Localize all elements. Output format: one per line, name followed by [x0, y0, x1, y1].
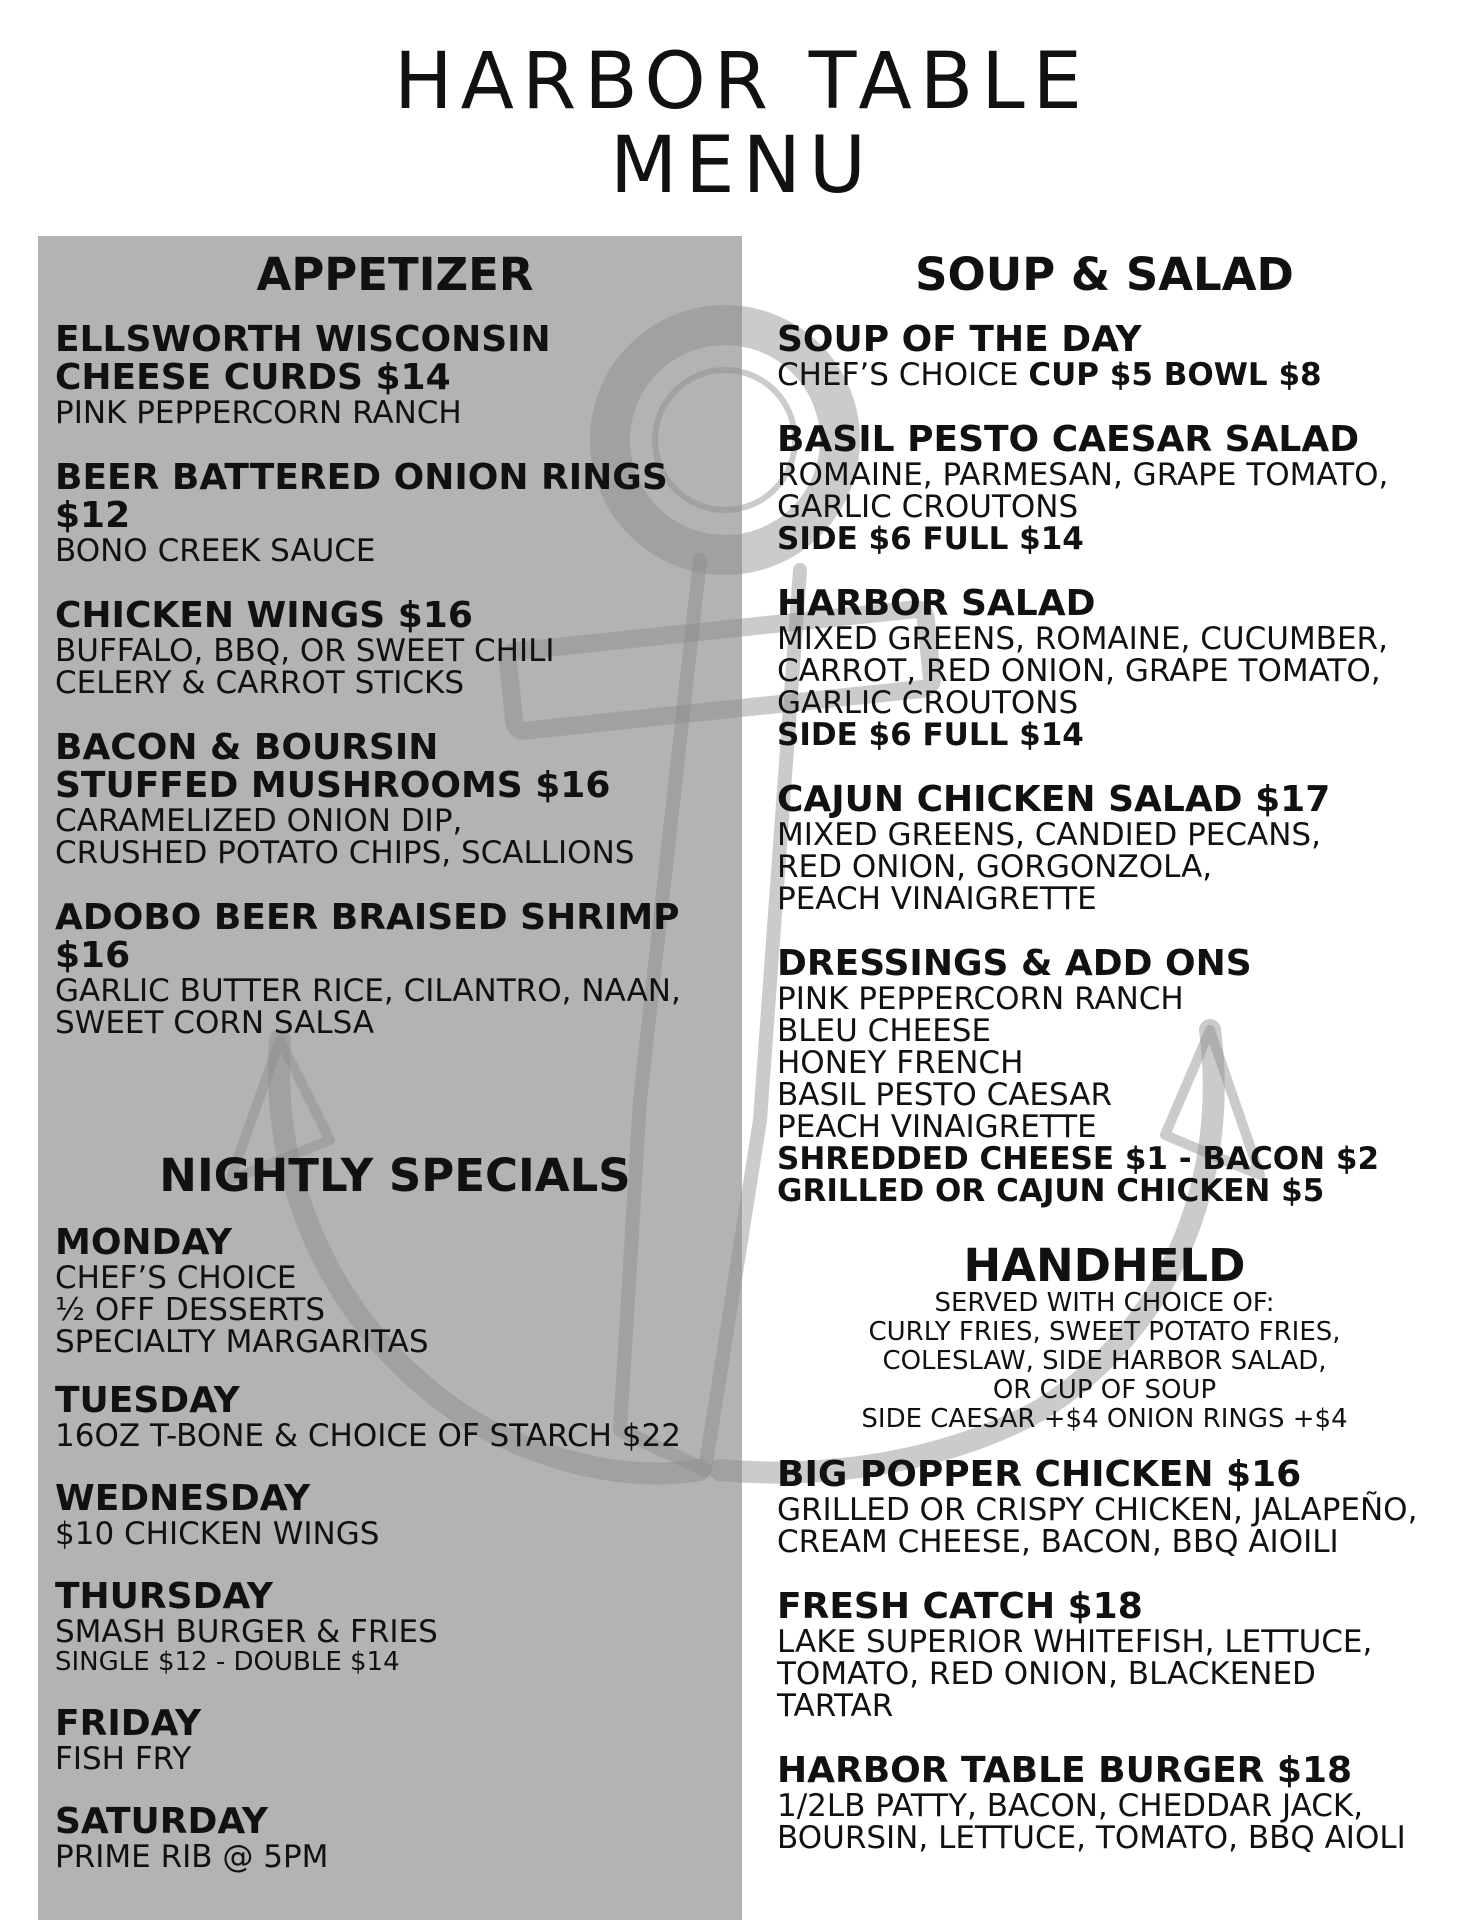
special-line: 16OZ T-BONE & CHOICE OF STARCH $22 [55, 1418, 681, 1454]
special-day [55, 1705, 735, 1775]
dressing-option: HONEY FRENCH [777, 1045, 1024, 1081]
menu-item [55, 729, 735, 869]
item-name: BACON & BOURSIN [55, 727, 439, 768]
day-name: THURSDAY [55, 1576, 273, 1617]
served-line: CURLY FRIES, SWEET POTATO FRIES, [868, 1317, 1341, 1347]
menu-item [55, 459, 735, 567]
menu-item [55, 899, 735, 1039]
right-column [777, 248, 1432, 1884]
day-name: TUESDAY [55, 1380, 240, 1421]
special-line: SPECIALTY MARGARITAS [55, 1324, 429, 1360]
item-name: HARBOR SALAD [777, 583, 1096, 624]
menu-item [777, 585, 1432, 751]
item-description: GARLIC BUTTER RICE, CILANTRO, NAAN, [55, 973, 681, 1009]
add-on-line: SHREDDED CHEESE $1 - BACON $2 [777, 1141, 1380, 1177]
menu-item [55, 597, 735, 699]
menu-item [777, 1588, 1432, 1722]
menu-title [0, 37, 1484, 211]
special-line: FISH FRY [55, 1741, 192, 1777]
served-line: COLESLAW, SIDE HARBOR SALAD, [882, 1346, 1327, 1376]
special-line: PRIME RIB @ 5PM [55, 1839, 329, 1875]
menu-item [55, 321, 735, 429]
item-description: CARROT, RED ONION, GRAPE TOMATO, [777, 653, 1381, 689]
special-line: SMASH BURGER & FRIES [55, 1614, 438, 1650]
item-name: SOUP OF THE DAY [777, 319, 1142, 360]
item-description: BONO CREEK SAUCE [55, 533, 376, 569]
item-name: ADOBO BEER BRAISED SHRIMP $16 [55, 897, 680, 976]
served-line: OR CUP OF SOUP [992, 1375, 1217, 1405]
served-line: SERVED WITH CHOICE OF: [934, 1288, 1275, 1318]
item-name: BASIL PESTO CAESAR SALAD [777, 419, 1360, 460]
item-description: RED ONION, GORGONZOLA, [777, 849, 1213, 885]
menu-item [777, 781, 1432, 915]
special-day [55, 1803, 735, 1873]
served-line: SIDE CAESAR +$4 ONION RINGS +$4 [861, 1404, 1348, 1434]
item-prices: SIDE $6 FULL $14 [777, 521, 1084, 557]
item-description: SWEET CORN SALSA [55, 1005, 375, 1041]
nightly-specials-heading: NIGHTLY SPECIALS [159, 1149, 631, 1202]
soup-salad-heading: SOUP & SALAD [915, 248, 1294, 301]
item-name: STUFFED MUSHROOMS $16 [55, 765, 611, 806]
item-description [777, 359, 1432, 391]
soup-prices: CUP $5 BOWL $8 [1028, 357, 1322, 393]
menu-item [777, 1456, 1432, 1558]
item-description: CRUSHED POTATO CHIPS, SCALLIONS [55, 835, 635, 871]
special-day [55, 1578, 735, 1677]
menu-item [777, 1752, 1432, 1854]
item-description: LAKE SUPERIOR WHITEFISH, LETTUCE, [777, 1624, 1373, 1660]
item-name: CAJUN CHICKEN SALAD $17 [777, 779, 1331, 820]
special-line: CHEF’S CHOICE [55, 1260, 297, 1296]
item-description: CREAM CHEESE, BACON, BBQ AIOILI [777, 1524, 1339, 1560]
soup-desc: CHEF’S CHOICE [777, 357, 1019, 393]
dressing-option: PINK PEPPERCORN RANCH [777, 981, 1184, 1017]
item-name: FRESH CATCH $18 [777, 1586, 1143, 1627]
special-day [55, 1382, 735, 1452]
item-name: BIG POPPER CHICKEN $16 [777, 1454, 1302, 1495]
special-line: SINGLE $12 - DOUBLE $14 [55, 1647, 400, 1677]
item-description: BOURSIN, LETTUCE, TOMATO, BBQ AIOLI [777, 1820, 1406, 1856]
add-on-line: GRILLED OR CAJUN CHICKEN $5 [777, 1173, 1325, 1209]
left-column [55, 248, 735, 1903]
menu-title-line1: HARBOR TABLE [394, 37, 1090, 127]
day-name: WEDNESDAY [55, 1478, 311, 1519]
item-name: BEER BATTERED ONION RINGS $12 [55, 457, 668, 536]
item-description: BUFFALO, BBQ, OR SWEET CHILI [55, 633, 555, 669]
dressing-option: PEACH VINAIGRETTE [777, 1109, 1097, 1145]
item-name: HARBOR TABLE BURGER $18 [777, 1750, 1353, 1791]
item-prices: SIDE $6 FULL $14 [777, 717, 1084, 753]
item-description: GARLIC CROUTONS [777, 685, 1079, 721]
menu-item [777, 945, 1432, 1207]
item-description: MIXED GREENS, ROMAINE, CUCUMBER, [777, 621, 1388, 657]
item-description: GARLIC CROUTONS [777, 489, 1079, 525]
handheld-heading: HANDHELD [963, 1239, 1246, 1292]
item-description: TOMATO, RED ONION, BLACKENED TARTAR [777, 1656, 1316, 1724]
item-description: 1/2LB PATTY, BACON, CHEDDAR JACK, [777, 1788, 1364, 1824]
item-description: MIXED GREENS, CANDIED PECANS, [777, 817, 1321, 853]
day-name: SATURDAY [55, 1801, 268, 1842]
special-line: $10 CHICKEN WINGS [55, 1516, 380, 1552]
special-line: ½ OFF DESSERTS [55, 1292, 326, 1328]
item-name: CHEESE CURDS $14 [55, 357, 451, 398]
handheld-served-with [777, 1289, 1432, 1434]
item-description: ROMAINE, PARMESAN, GRAPE TOMATO, [777, 457, 1389, 493]
special-day [55, 1224, 735, 1358]
item-description: GRILLED OR CRISPY CHICKEN, JALAPEÑO, [777, 1492, 1418, 1528]
item-description: PEACH VINAIGRETTE [777, 881, 1097, 917]
appetizer-heading: APPETIZER [256, 248, 534, 301]
menu-title-line2: MENU [609, 121, 875, 211]
item-description: CELERY & CARROT STICKS [55, 665, 464, 701]
day-name: FRIDAY [55, 1703, 202, 1744]
item-description: CARAMELIZED ONION DIP, [55, 803, 463, 839]
item-name: DRESSINGS & ADD ONS [777, 943, 1252, 984]
item-description: PINK PEPPERCORN RANCH [55, 395, 462, 431]
menu-item [777, 321, 1432, 391]
item-name: ELLSWORTH WISCONSIN [55, 319, 551, 360]
menu-item [777, 421, 1432, 555]
item-name: CHICKEN WINGS $16 [55, 595, 473, 636]
day-name: MONDAY [55, 1222, 232, 1263]
dressing-option: BLEU CHEESE [777, 1013, 992, 1049]
dressing-option: BASIL PESTO CAESAR [777, 1077, 1113, 1113]
special-day [55, 1480, 735, 1550]
